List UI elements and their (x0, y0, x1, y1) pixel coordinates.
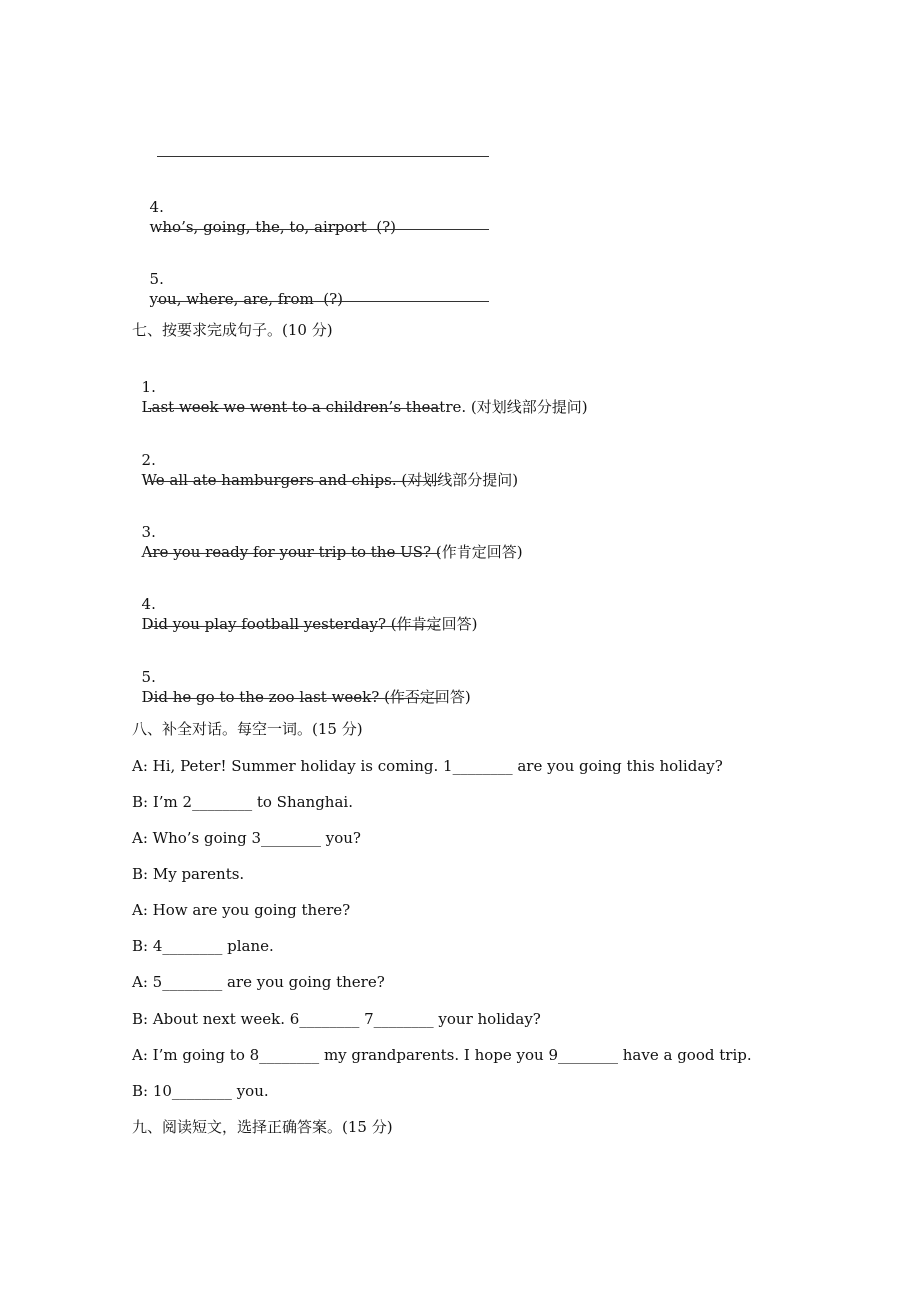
dialogue-line-8: B: About next week. 6________ 7________ your holiday? (132, 1010, 541, 1028)
section-7-heading: 七、按要求完成句子。(10 分) (132, 321, 333, 339)
dialogue-line-4: B: My parents. (132, 865, 245, 883)
answer-line-7-5 (148, 698, 440, 699)
dialogue-line-9: A: I’m going to 8________ my grandparents. I hope you 9________ have a good trip. (132, 1046, 752, 1064)
question-text: who’s, going, the, to, airport (?) (149, 218, 397, 236)
answer-line-6-4 (157, 229, 489, 230)
question-6-4 (140, 177, 396, 237)
dialogue-line-7: A: 5________ are you going there? (132, 973, 385, 991)
answer-line-7-1 (148, 408, 440, 409)
question-number: 2. (141, 451, 156, 469)
question-number: 4. (141, 595, 156, 613)
question-number: 5. (149, 270, 164, 288)
dialogue-line-6: B: 4________ plane. (132, 937, 274, 955)
answer-line-7-3 (148, 553, 440, 554)
question-text: Did you play football yesterday? (作肯定回答) (141, 615, 478, 633)
dialogue-line-5: A: How are you going there? (132, 901, 351, 919)
question-text: We all ate hamburgers and chips. (对划线部分提问) (141, 471, 519, 489)
section-8-heading: 八、补全对话。每空一词。(15 分) (132, 720, 363, 738)
answer-line-6-3 (157, 156, 489, 157)
dialogue-line-1: A: Hi, Peter! Summer holiday is coming. 1________ are you going this holiday? (132, 757, 723, 775)
question-text: Are you ready for your trip to the US? (作肯定回答) (141, 543, 523, 561)
question-6-5 (140, 249, 343, 309)
question-number: 1. (141, 378, 156, 396)
question-7-4 (132, 574, 477, 634)
answer-line-7-2 (148, 481, 440, 482)
dialogue-line-10: B: 10________ you. (132, 1082, 269, 1100)
answer-line-6-5 (157, 301, 489, 302)
question-text: you, where, are, from (?) (149, 290, 343, 308)
question-number: 5. (141, 668, 156, 686)
question-text: Did he go to the zoo last week? (作否定回答) (141, 688, 471, 706)
question-text: Last week we went to a children’s theatre. (对划线部分提问) (141, 398, 588, 416)
dialogue-line-2: B: I’m 2________ to Shanghai. (132, 793, 353, 811)
dialogue-line-3: A: Who’s going 3________ you? (132, 829, 361, 847)
question-number: 3. (141, 523, 156, 541)
answer-line-7-4 (148, 626, 440, 627)
question-number: 4. (149, 198, 164, 216)
section-9-heading: 九、阅读短文，选择正确答案。(15 分) (132, 1118, 393, 1136)
